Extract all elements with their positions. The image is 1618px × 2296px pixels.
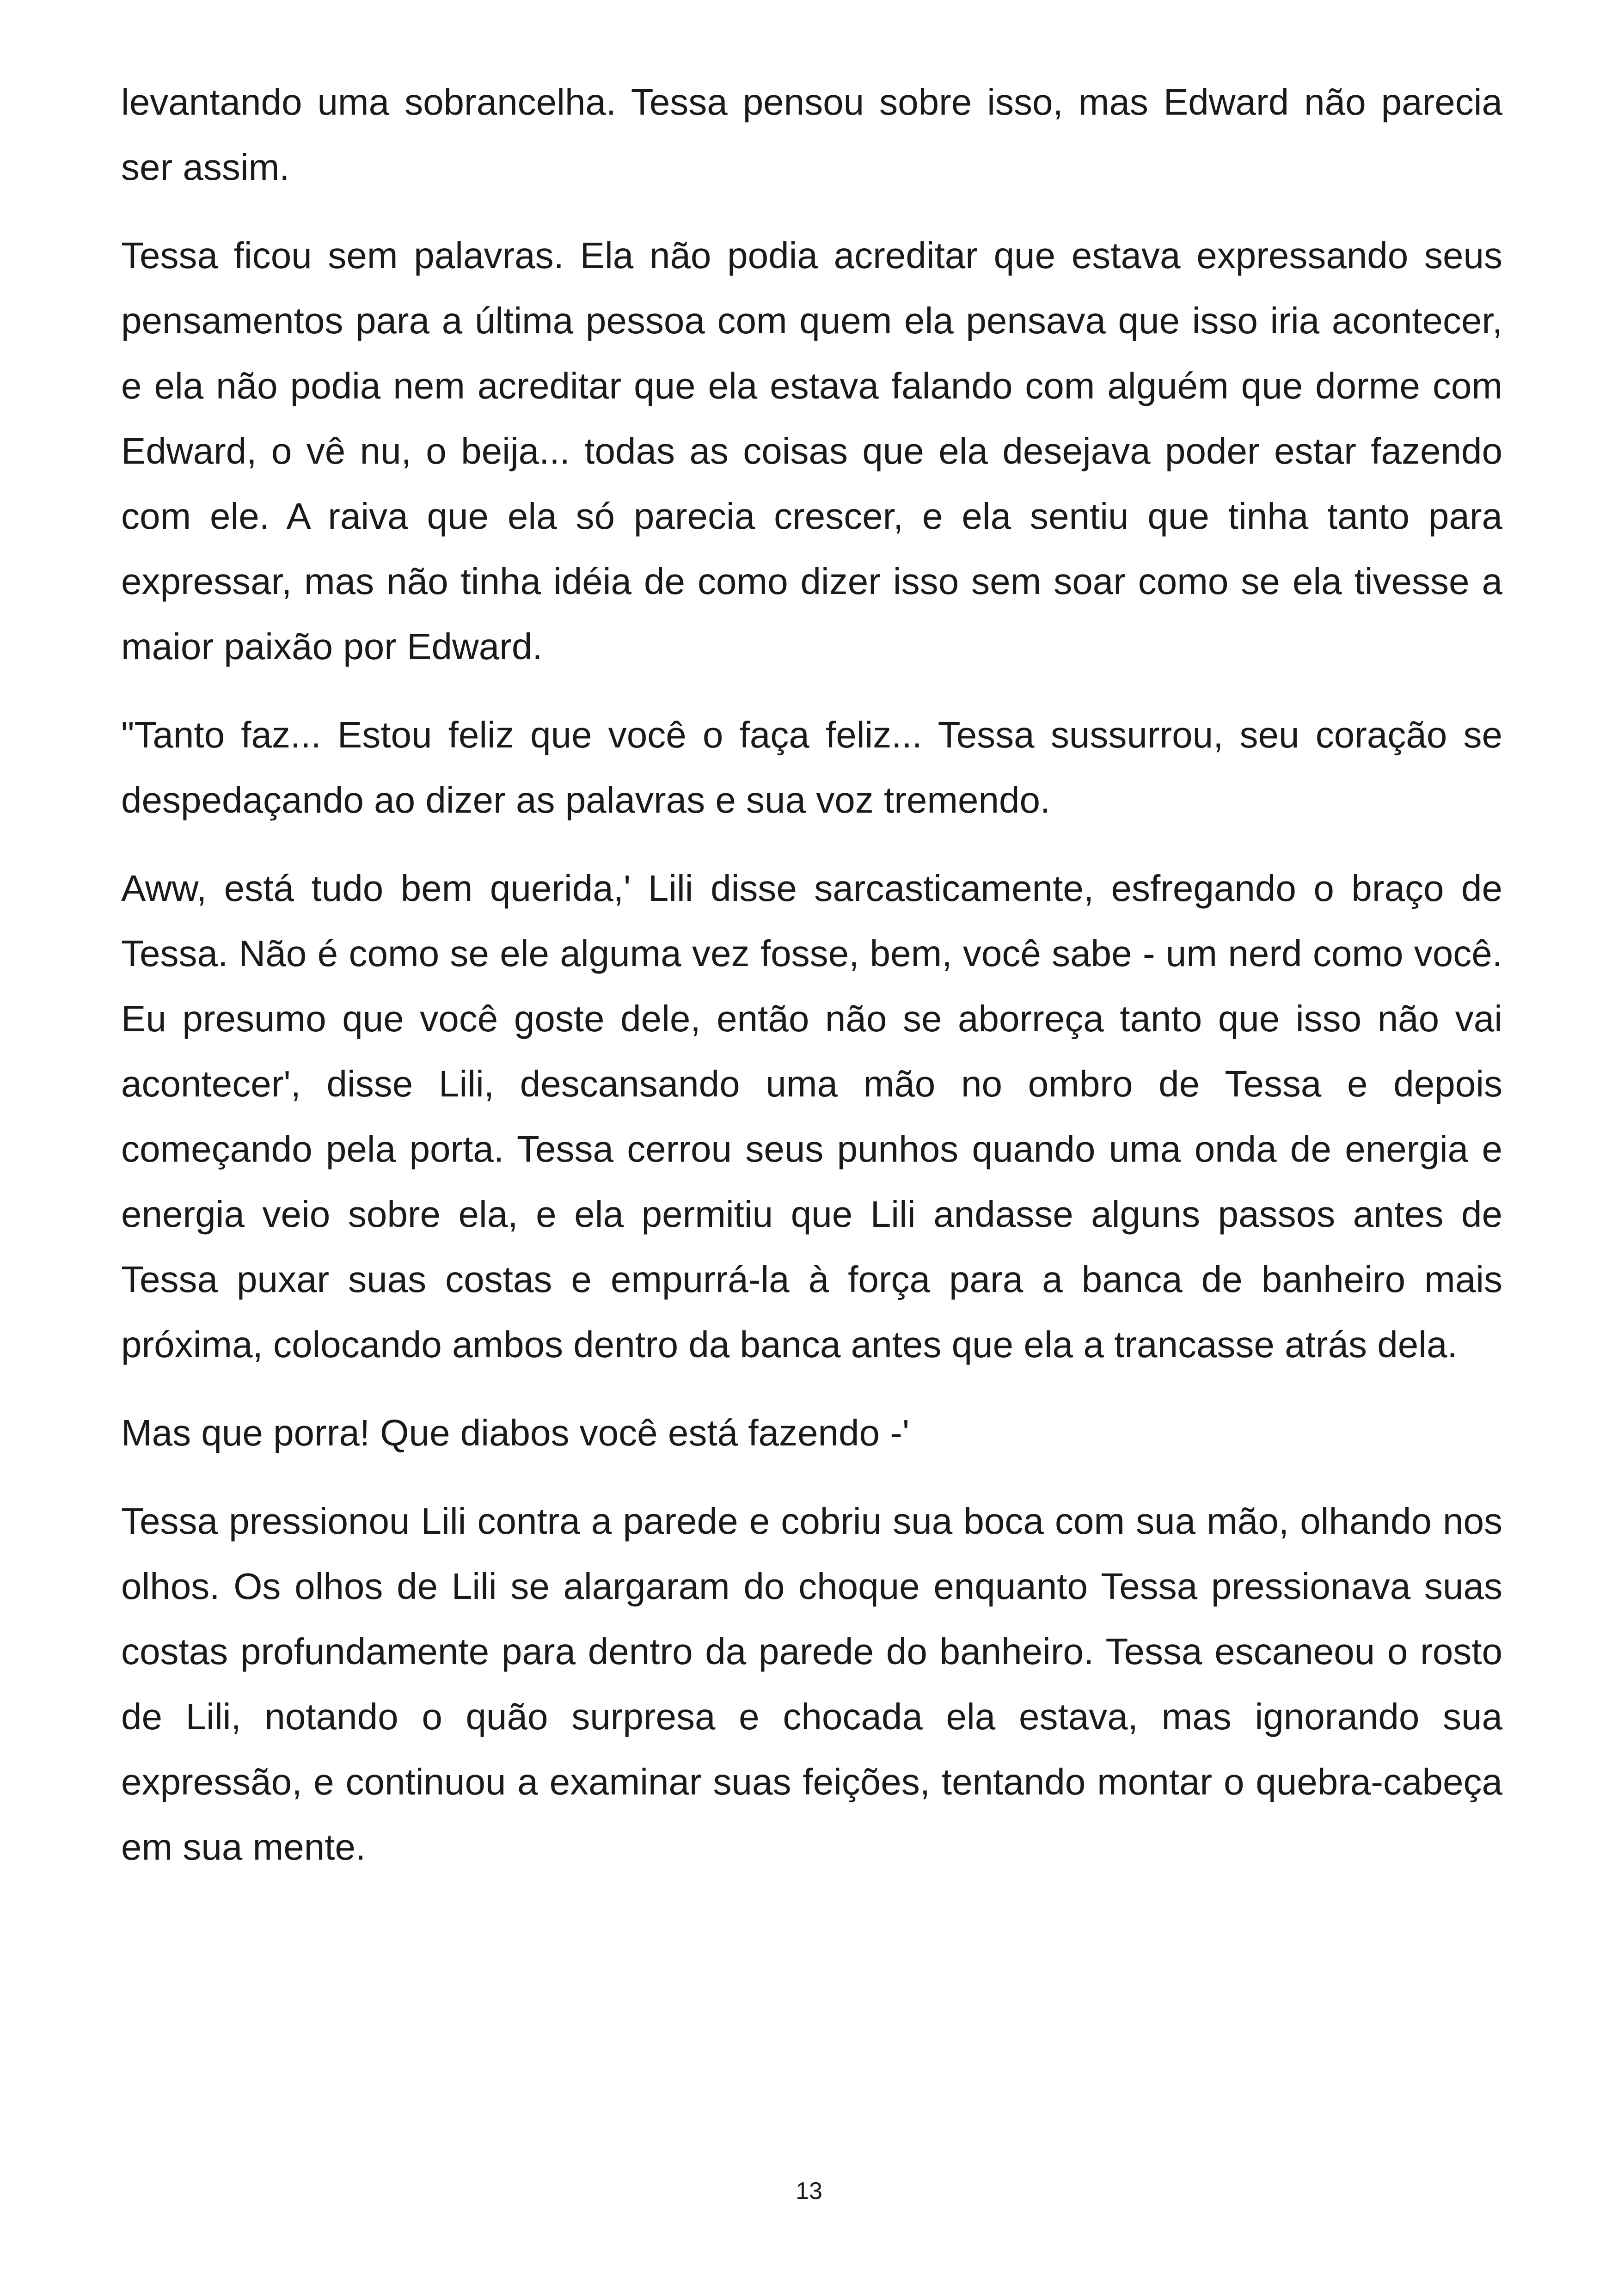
paragraph-1: levantando uma sobrancelha. Tessa pensou sobre isso, mas Edward não parecia ser assim.: [121, 81, 1502, 188]
paragraph-5: Mas que porra! Que diabos você está fazendo -': [121, 1412, 910, 1453]
paragraph-6: Tessa pressionou Lili contra a parede e cobriu sua boca com sua mão, olhando nos olhos. Os olhos de Lili se alargaram do choque enquanto Tessa pressionava suas costas profundamente para dentro da parede do banheiro. Tessa escaneou o rosto de Lili, notando o quão surpresa e chocada ela estava, mas ignorando sua expressão, e continuou a examinar suas feições, tentando montar o quebra-cabeça em sua mente.: [121, 1500, 1502, 1867]
paragraph-3: "Tanto faz... Estou feliz que você o faça feliz... Tessa sussurrou, seu coração se despedaçando ao dizer as palavras e sua voz tremendo.: [121, 714, 1502, 820]
page-number: 13: [796, 2178, 822, 2204]
body-text: [121, 69, 1502, 1903]
paragraph-2: Tessa ficou sem palavras. Ela não podia acreditar que estava expressando seus pensamentos para a última pessoa com quem ela pensava que isso iria acontecer, e ela não podia nem acreditar que ela estava falando com alguém que dorme com Edward, o vê nu, o beija... todas as coisas que ela desejava poder estar fazendo com ele. A raiva que ela só parecia crescer, e ela sentiu que tinha tanto para expressar, mas não tinha idéia de como dizer isso sem soar como se ela tivesse a maior paixão por Edward.: [121, 235, 1502, 667]
paragraph-4: Aww, está tudo bem querida,' Lili disse sarcasticamente, esfregando o braço de Tessa. Não é como se ele alguma vez fosse, bem, você sabe - um nerd como você. Eu presumo que você goste dele, então não se aborreça tanto que isso não vai acontecer', disse Lili, descansando uma mão no ombro de Tessa e depois começando pela porta. Tessa cerrou seus punhos quando uma onda de energia e energia veio sobre ela, e ela permitiu que Lili andasse alguns passos antes de Tessa puxar suas costas e empurrá-la à força para a banca de banheiro mais próxima, colocando ambos dentro da banca antes que ela a trancasse atrás dela.: [121, 868, 1502, 1365]
